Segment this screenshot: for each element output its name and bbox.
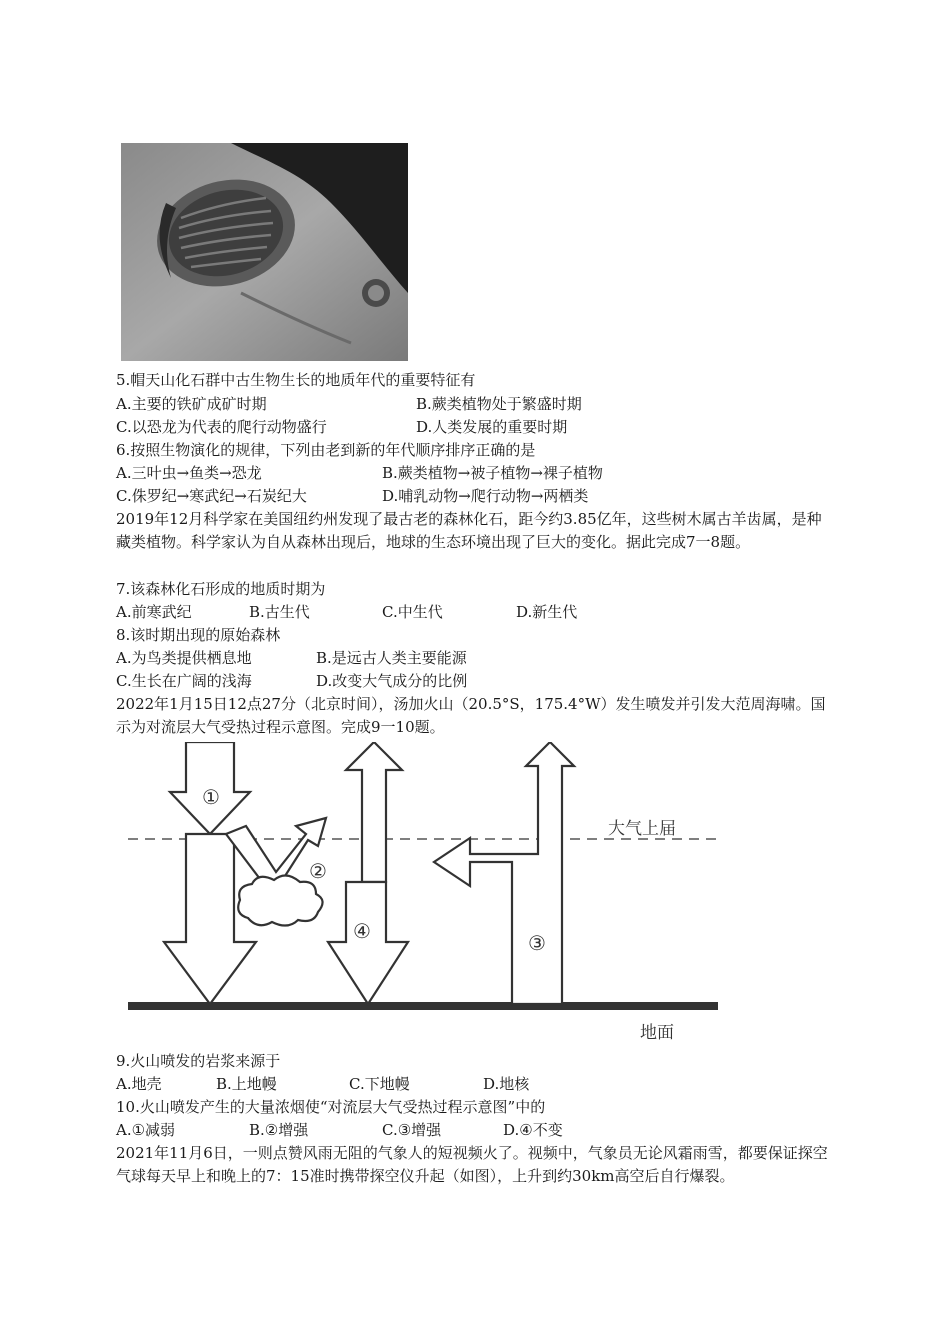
q7-option-d: D.新生代 (516, 603, 578, 621)
q10-option-b: B.②增强 (249, 1121, 309, 1139)
q5-option-a: A.主要的铁矿成矿时期 (116, 395, 267, 413)
q9-option-d: D.地核 (483, 1075, 530, 1093)
question-9-stem: 9.火山喷发的岩浆来源于 (116, 1052, 281, 1070)
passage-weather-balloon: 2021年11月6日，一则点赞风雨无阻的气象人的短视频火了。视频中，气象员无论风霜雨雪，都要保证探空气球每天早上和晚上的7：15准时携带探空仪升起（如图），上升到约30km高空后自行爆裂。 (116, 1144, 828, 1185)
q7-option-c: C.中生代 (382, 603, 443, 621)
passage-tonga-volcano: 2022年1月15日12点27分（北京时间），汤加火山（20.5°S，175.4°W）发生喷发并引发大范周海啸。国示为对流层大气受热过程示意图。完成9一10题。 (116, 695, 826, 736)
label-3: ③ (528, 931, 546, 955)
q8-option-a: A.为鸟类提供栖息地 (116, 649, 252, 667)
trilobite-fossil-photo (121, 143, 408, 361)
q9-option-b: B.上地幔 (216, 1075, 277, 1093)
label-atmosphere-top: 大气上届 (608, 819, 676, 839)
q9-option-c: C.下地幔 (349, 1075, 410, 1093)
q8-option-b: B.是远古人类主要能源 (316, 649, 467, 667)
q10-option-d: D.④不变 (503, 1121, 563, 1139)
arrow-3-ground-radiation (434, 742, 574, 1004)
arrow-4-down (328, 882, 408, 1004)
q8-option-c: C.生长在广阔的浅海 (116, 672, 252, 690)
q5-option-d: D.人类发展的重要时期 (416, 418, 568, 436)
label-1: ① (202, 785, 220, 809)
q8-option-d: D.改变大气成分的比例 (316, 672, 468, 690)
question-8-stem: 8.该时期出现的原始森林 (116, 626, 281, 644)
q6-option-a: A.三叶虫→鱼类→恐龙 (116, 464, 262, 482)
label-2: ② (309, 859, 327, 883)
q10-option-c: C.③增强 (382, 1121, 442, 1139)
q6-option-d: D.哺乳动物→爬行动物→两栖类 (382, 487, 589, 505)
question-10-stem: 10.火山喷发产生的大量浓烟使“对流层大气受热过程示意图”中的 (116, 1098, 546, 1116)
question-6-stem: 6.按照生物演化的规律，下列由老到新的年代顺序排序正确的是 (116, 441, 536, 459)
q7-option-a: A.前寒武纪 (116, 603, 192, 621)
q6-option-b: B.蕨类植物→被子植物→裸子植物 (382, 464, 603, 482)
q5-option-b: B.蕨类植物处于繁盛时期 (416, 395, 582, 413)
passage-forest-fossil: 2019年12月科学家在美国纽约州发现了最古老的森林化石，距今约3.85亿年，这些树木属古羊齿属，是种藏类植物。科学家认为自从森林出现后，地球的生态环境出现了巨大的变化。据此完成7一8题。 (116, 510, 822, 551)
label-ground: 地面 (640, 1023, 674, 1042)
q6-option-c: C.侏罗纪→寒武纪→石炭纪大 (116, 487, 307, 505)
troposphere-heating-diagram (118, 742, 730, 1042)
arrow-1-ground-reaching (164, 834, 256, 1004)
q5-option-c: C.以恐龙为代表的爬行动物盛行 (116, 418, 327, 436)
q10-option-a: A.①减弱 (116, 1121, 176, 1139)
question-7-stem: 7.该森林化石形成的地质时期为 (116, 580, 326, 598)
q9-option-a: A.地壳 (116, 1075, 162, 1093)
q7-option-b: B.古生代 (249, 603, 310, 621)
question-5-stem: 5.帽天山化石群中古生物生长的地质年代的重要特征有 (116, 371, 476, 389)
arrow-4-up (346, 742, 402, 882)
label-4: ④ (353, 919, 371, 943)
